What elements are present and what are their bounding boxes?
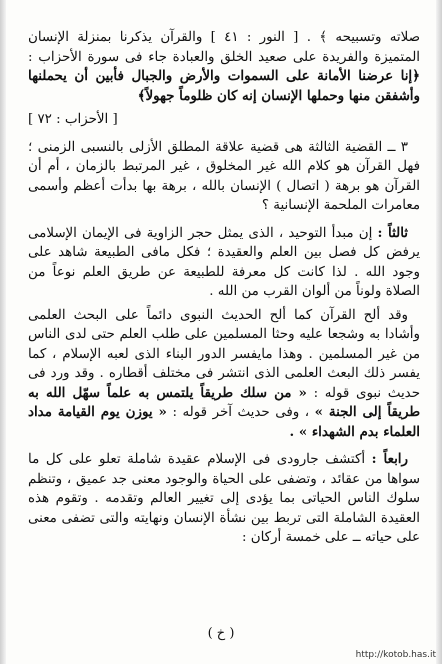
paragraph-5 <box>28 450 420 548</box>
paragraph-3-heading: ثالثاً : <box>377 224 409 241</box>
paragraph-4 <box>28 306 420 443</box>
paragraph-4-text: وقد ألح القرآن كما ألح الحديث النبوى دائماً على البحث العلمى وأشادا به وشجعا عليه وحثا المسلمين على طلب العلم حتى لدى الناس من غير المسلمين . وهذا مايفسر الدور البناء الذى لعبه الإسلام ، كما يفسر ذلك البعث العلمى الذى انتشر فى مختلف أقطاره . وقد ورد فى حديث نبوى قوله : <box>28 307 420 401</box>
page-number: ( خ ) <box>207 626 235 641</box>
paragraph-3-text: إن مبدأ التوحيد ، الذى يمثل حجر الزاوية فى الإيمان الإسلامى يرفض كل فصل بين العلم والعقيدة ؛ فكل مافى الطبيعة شاهد على وجود الله . لذا كانت كل معرفة للطبيعة عن طريق العلم نوعاً من الصلاة ولوناً من ألوان القرب من الله . <box>28 225 420 299</box>
hadith-2: « يوزن يوم القيامة مداد العلماء بدم الشهداء » . <box>28 404 420 440</box>
paragraph-5-text: أكتشف جارودى فى الإسلام عقيدة شاملة تعلو على كل ما سواها من عقائد ، وتضفى على الحياة والوجود معنى جد عميق ، وتنظم سلوك الناس الحياتى بما يؤدى إلى تغيير العالم وتقدمه . وتقوم هذه العقيدة الشاملة التى تربط بين نشأة الإنسان ونهايته والتى تضفى معنى على حياته ــ على خمسة أركان : <box>28 452 420 545</box>
paragraph-1 <box>28 28 420 106</box>
page-body <box>28 28 420 552</box>
paragraph-4-connector: ، وفى حديث آخر قوله : <box>172 405 310 420</box>
paragraph-2: ٣ ــ القضية الثالثة هى قضية علاقة المطلق الأزلى بالنسبى الزمنى ؛ فهل القرآن هو كلام الله غير المخلوق ، غير المرتبط بالزمان ، أم أن القرآن هو برهة ( اتصال ) الإنسان بالله ، برهة بها بدأت أعظم وأسمى معامرات الملحمة الإنسانية ؟ <box>28 139 420 213</box>
source-watermark: http://kotob.has.it <box>355 650 436 660</box>
verse-citation: [ الأحزاب : ٧٢ ] <box>28 112 118 127</box>
scan-edge-left <box>0 0 6 664</box>
paragraph-1-intro: صلاته وتسبيحه ﴾ . [ النور : ٤١ ] والقرآن يذكرنا بمنزلة الإنسان المتميزة والفريدة على صعيد الخلق والعبادة جاء فى سورة الأحزاب : <box>28 30 421 65</box>
scan-edge-right <box>436 0 442 664</box>
hadith-1: « من سلك طريقاً يلتمس به علماً سهّل الله به طريقاً إلى الجنة » <box>28 384 421 420</box>
paragraph-3 <box>28 224 420 302</box>
quran-verse-ahzab: ﴿إنا عرضنا الأمانة على السموات والأرض والجبال فأبين أن يحملنها وأشفقن منها وحملها الإنسان إنه كان ظلوماً جهولاً﴾ <box>28 68 420 104</box>
paragraph-5-heading: رابعاً : <box>371 451 408 467</box>
